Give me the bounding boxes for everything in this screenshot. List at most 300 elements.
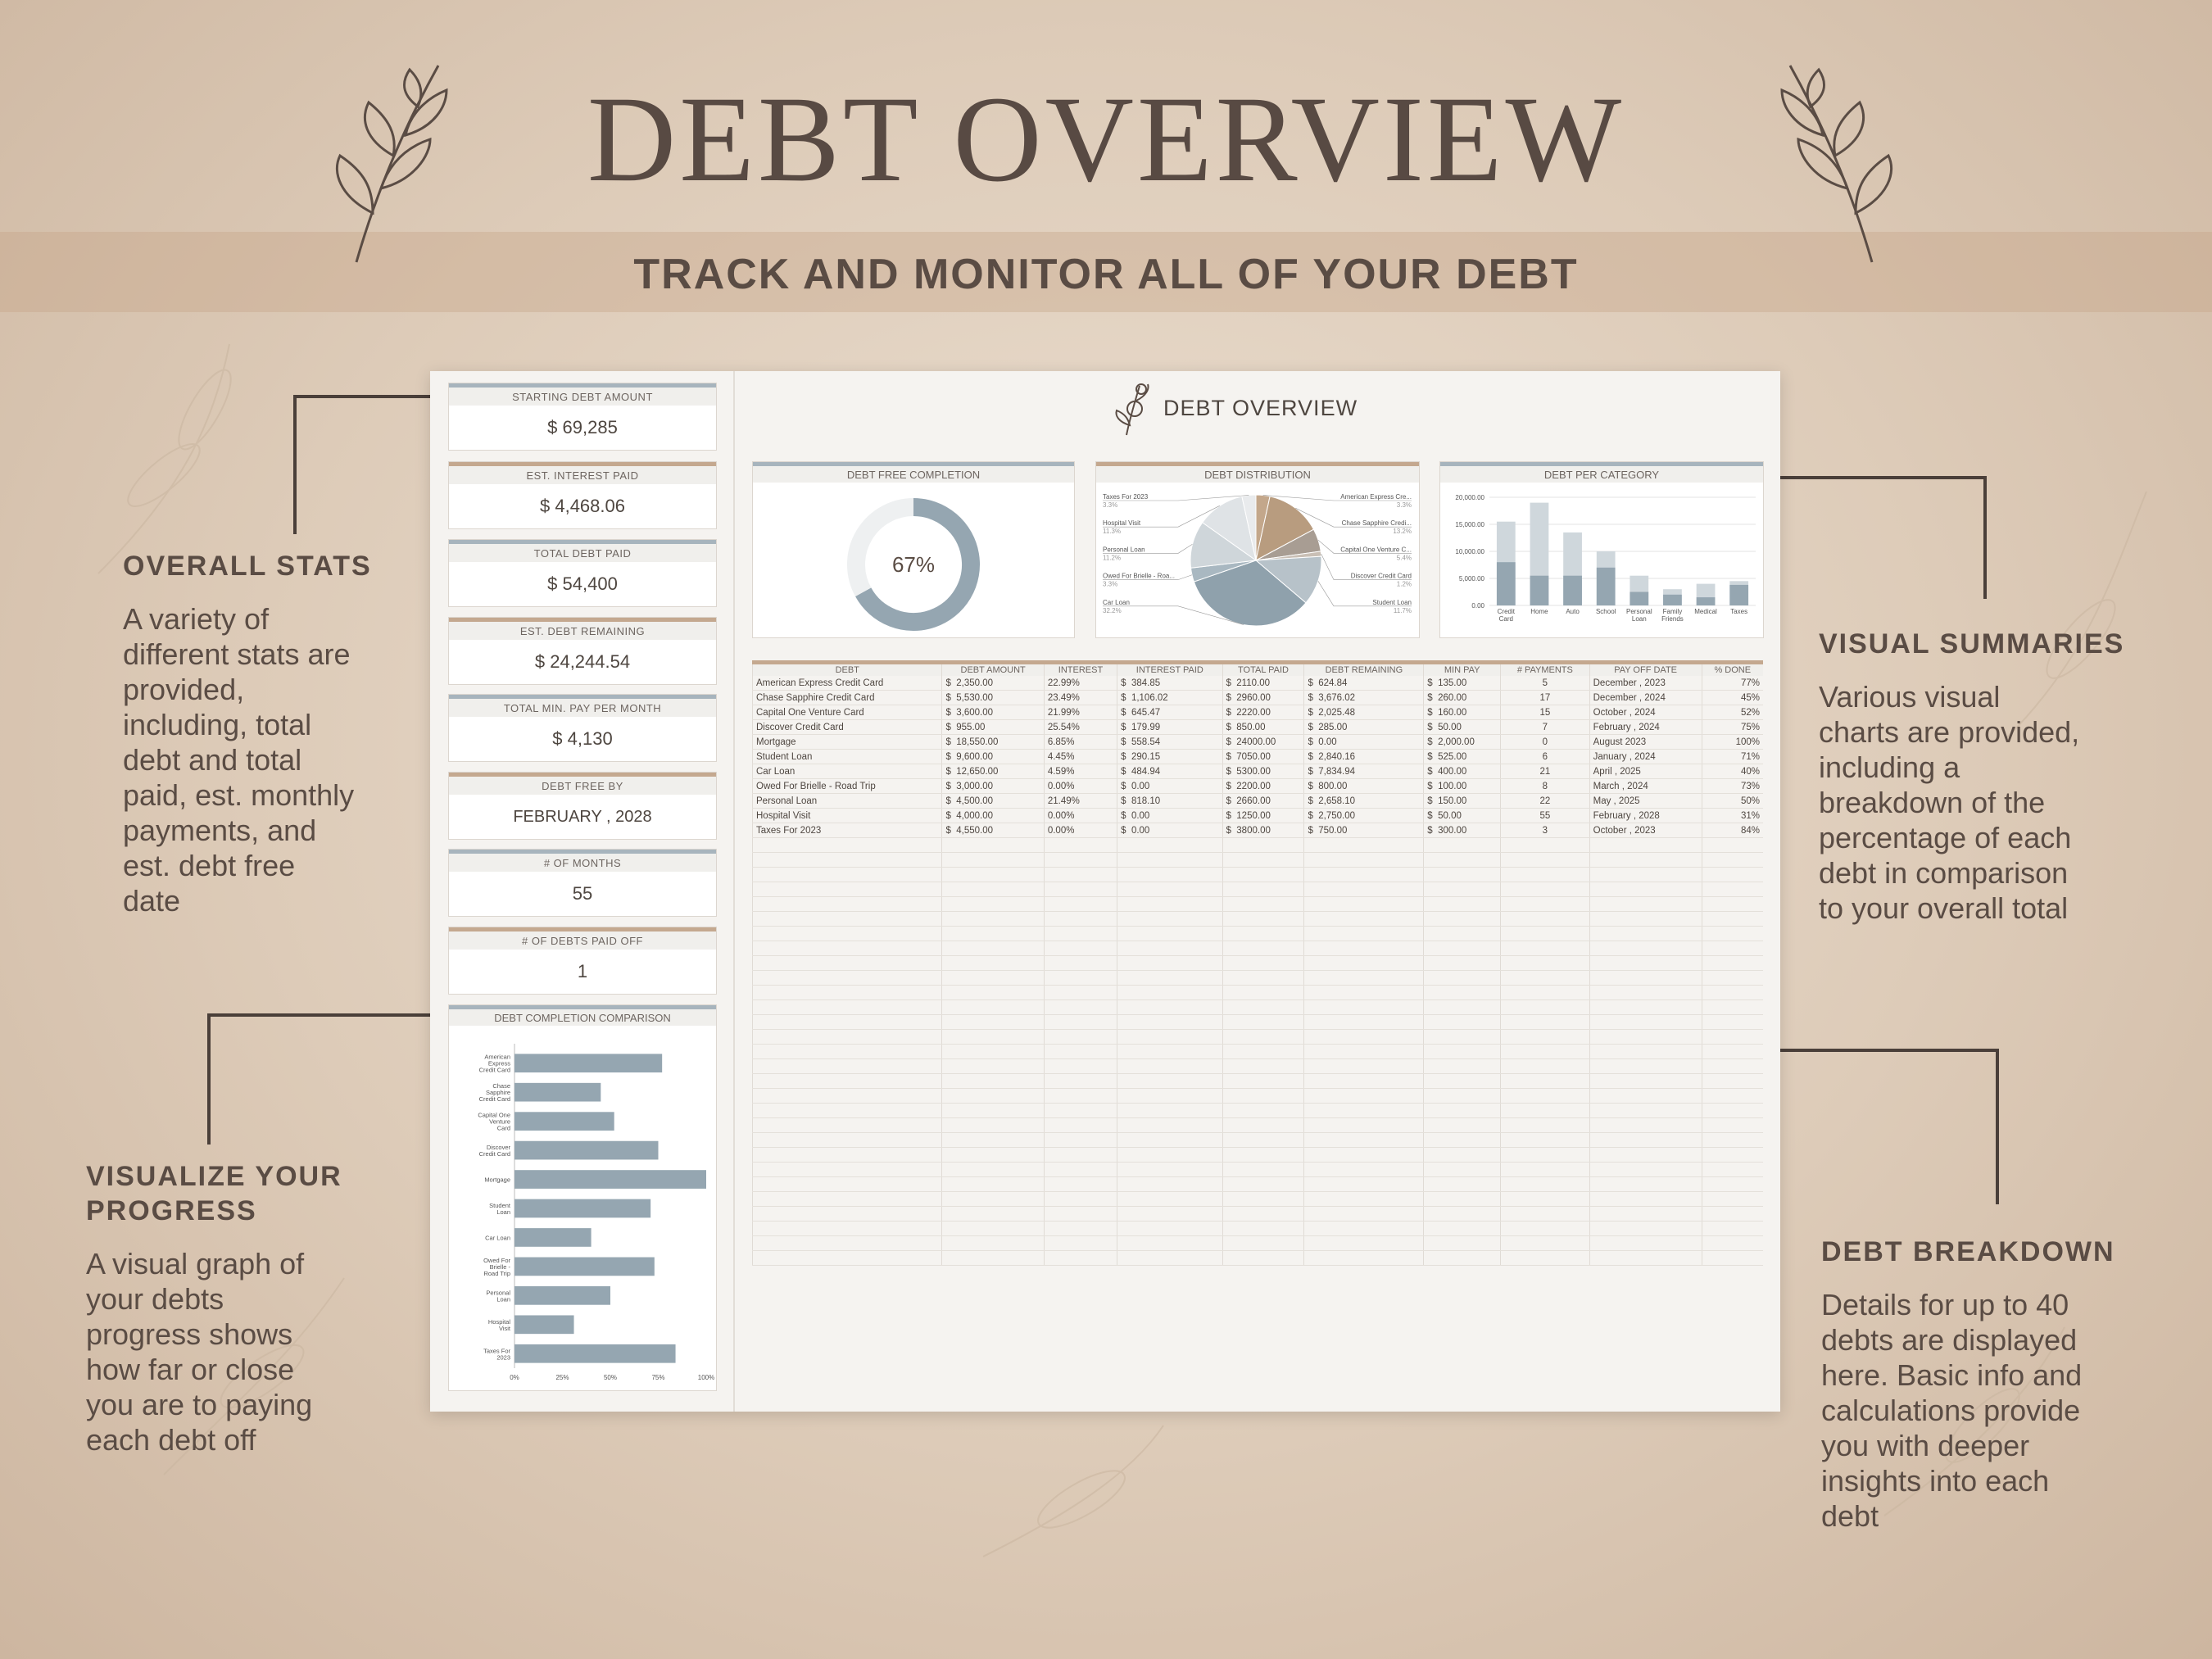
table-cell[interactable] — [1044, 1030, 1117, 1045]
table-cell[interactable] — [1501, 1192, 1590, 1207]
table-cell[interactable] — [1702, 1236, 1763, 1251]
table-cell[interactable]: 77% — [1702, 676, 1763, 691]
table-cell[interactable] — [753, 986, 942, 1000]
table-cell[interactable]: $ 260.00 — [1424, 691, 1501, 705]
table-cell[interactable]: $ 4,500.00 — [942, 794, 1044, 809]
table-cell[interactable] — [1304, 1192, 1424, 1207]
empty-table-row[interactable] — [753, 1192, 1764, 1207]
table-row[interactable] — [753, 676, 1764, 691]
table-cell[interactable] — [1702, 1177, 1763, 1192]
table-cell[interactable] — [1222, 927, 1304, 941]
table-cell[interactable] — [1117, 1251, 1222, 1266]
table-cell[interactable] — [1222, 1133, 1304, 1148]
table-cell[interactable] — [1304, 1015, 1424, 1030]
table-row[interactable] — [753, 735, 1764, 750]
table-cell[interactable] — [1117, 897, 1222, 912]
table-cell[interactable] — [1589, 941, 1702, 956]
table-cell[interactable]: Personal Loan — [753, 794, 942, 809]
table-cell[interactable]: $ 850.00 — [1222, 720, 1304, 735]
table-cell[interactable] — [1702, 1104, 1763, 1118]
table-cell[interactable] — [1702, 1089, 1763, 1104]
table-cell[interactable] — [1304, 1133, 1424, 1148]
table-cell[interactable] — [1117, 1045, 1222, 1059]
column-header[interactable]: PAY OFF DATE — [1589, 663, 1702, 677]
column-header[interactable]: MIN PAY — [1424, 663, 1501, 677]
table-cell[interactable] — [942, 1015, 1044, 1030]
table-cell[interactable]: $ 5,530.00 — [942, 691, 1044, 705]
table-cell[interactable]: $ 160.00 — [1424, 705, 1501, 720]
table-cell[interactable] — [1044, 927, 1117, 941]
table-cell[interactable] — [942, 986, 1044, 1000]
table-cell[interactable] — [1424, 1133, 1501, 1148]
table-cell[interactable]: May , 2025 — [1589, 794, 1702, 809]
table-cell[interactable]: $ 3,600.00 — [942, 705, 1044, 720]
empty-table-row[interactable] — [753, 1177, 1764, 1192]
table-cell[interactable]: $ 24000.00 — [1222, 735, 1304, 750]
table-cell[interactable] — [753, 971, 942, 986]
table-cell[interactable] — [1304, 912, 1424, 927]
table-cell[interactable]: 21 — [1501, 764, 1590, 779]
table-cell[interactable]: $ 50.00 — [1424, 809, 1501, 823]
table-cell[interactable] — [1304, 927, 1424, 941]
table-cell[interactable] — [1117, 1148, 1222, 1163]
table-cell[interactable]: $ 2,658.10 — [1304, 794, 1424, 809]
table-cell[interactable] — [1501, 1133, 1590, 1148]
table-cell[interactable] — [942, 1192, 1044, 1207]
table-cell[interactable] — [1424, 1030, 1501, 1045]
table-cell[interactable]: 7 — [1501, 720, 1590, 735]
table-cell[interactable] — [942, 882, 1044, 897]
table-cell[interactable] — [1424, 927, 1501, 941]
table-cell[interactable]: $ 0.00 — [1117, 779, 1222, 794]
table-cell[interactable] — [1702, 1015, 1763, 1030]
table-cell[interactable] — [1424, 1177, 1501, 1192]
table-cell[interactable] — [1501, 956, 1590, 971]
table-cell[interactable] — [1304, 1222, 1424, 1236]
table-cell[interactable] — [942, 941, 1044, 956]
table-cell[interactable] — [1044, 882, 1117, 897]
column-header[interactable]: DEBT — [753, 663, 942, 677]
table-cell[interactable]: $ 3800.00 — [1222, 823, 1304, 838]
table-cell[interactable] — [1044, 956, 1117, 971]
table-cell[interactable] — [1044, 1015, 1117, 1030]
empty-table-row[interactable] — [753, 868, 1764, 882]
table-cell[interactable]: Owed For Brielle - Road Trip — [753, 779, 942, 794]
table-cell[interactable] — [942, 956, 1044, 971]
table-cell[interactable] — [1117, 1074, 1222, 1089]
table-cell[interactable] — [1117, 1192, 1222, 1207]
table-cell[interactable] — [753, 941, 942, 956]
table-cell[interactable]: $ 2,000.00 — [1424, 735, 1501, 750]
table-cell[interactable] — [1304, 956, 1424, 971]
table-cell[interactable] — [1222, 1148, 1304, 1163]
table-cell[interactable] — [1424, 941, 1501, 956]
table-cell[interactable] — [1501, 1000, 1590, 1015]
table-cell[interactable]: $ 384.85 — [1117, 676, 1222, 691]
table-cell[interactable]: 3 — [1501, 823, 1590, 838]
table-cell[interactable] — [1044, 1163, 1117, 1177]
table-row[interactable] — [753, 691, 1764, 705]
table-cell[interactable]: $ 2960.00 — [1222, 691, 1304, 705]
table-cell[interactable]: 0.00% — [1044, 779, 1117, 794]
column-header[interactable]: # PAYMENTS — [1501, 663, 1590, 677]
table-cell[interactable] — [1501, 1177, 1590, 1192]
table-cell[interactable] — [1117, 1163, 1222, 1177]
table-cell[interactable]: Taxes For 2023 — [753, 823, 942, 838]
empty-table-row[interactable] — [753, 941, 1764, 956]
empty-table-row[interactable] — [753, 1133, 1764, 1148]
table-cell[interactable] — [753, 838, 942, 853]
table-cell[interactable] — [1589, 1222, 1702, 1236]
table-cell[interactable]: Capital One Venture Card — [753, 705, 942, 720]
table-cell[interactable] — [1117, 882, 1222, 897]
table-cell[interactable] — [753, 1177, 942, 1192]
empty-table-row[interactable] — [753, 1207, 1764, 1222]
table-cell[interactable]: $ 525.00 — [1424, 750, 1501, 764]
table-cell[interactable]: $ 645.47 — [1117, 705, 1222, 720]
table-cell[interactable] — [1424, 882, 1501, 897]
stat-value[interactable]: 55 — [572, 883, 593, 904]
table-cell[interactable] — [1117, 1207, 1222, 1222]
table-cell[interactable] — [1589, 1104, 1702, 1118]
table-cell[interactable]: $ 100.00 — [1424, 779, 1501, 794]
table-cell[interactable] — [1304, 1177, 1424, 1192]
table-cell[interactable]: $ 7050.00 — [1222, 750, 1304, 764]
table-cell[interactable] — [1589, 1192, 1702, 1207]
table-cell[interactable]: 21.99% — [1044, 705, 1117, 720]
table-cell[interactable] — [942, 1118, 1044, 1133]
table-cell[interactable] — [1117, 868, 1222, 882]
table-cell[interactable] — [1044, 1207, 1117, 1222]
table-cell[interactable] — [1702, 1059, 1763, 1074]
table-cell[interactable]: 0.00% — [1044, 823, 1117, 838]
table-cell[interactable] — [1589, 1045, 1702, 1059]
table-cell[interactable]: January , 2024 — [1589, 750, 1702, 764]
table-cell[interactable] — [1304, 1000, 1424, 1015]
table-cell[interactable] — [942, 868, 1044, 882]
table-cell[interactable] — [1117, 853, 1222, 868]
table-cell[interactable]: $ 2220.00 — [1222, 705, 1304, 720]
table-cell[interactable] — [942, 1045, 1044, 1059]
table-cell[interactable] — [1589, 882, 1702, 897]
table-cell[interactable] — [1589, 1163, 1702, 1177]
stat-value[interactable]: $ 4,130 — [552, 728, 613, 749]
table-cell[interactable] — [753, 1074, 942, 1089]
table-cell[interactable] — [753, 1089, 942, 1104]
table-cell[interactable]: December , 2024 — [1589, 691, 1702, 705]
table-cell[interactable]: $ 2,840.16 — [1304, 750, 1424, 764]
stat-value[interactable]: $ 69,285 — [547, 417, 618, 437]
table-cell[interactable] — [1304, 1104, 1424, 1118]
table-cell[interactable] — [1304, 1045, 1424, 1059]
table-cell[interactable] — [753, 956, 942, 971]
empty-table-row[interactable] — [753, 986, 1764, 1000]
table-cell[interactable] — [1702, 1074, 1763, 1089]
table-cell[interactable]: 45% — [1702, 691, 1763, 705]
empty-table-row[interactable] — [753, 1251, 1764, 1266]
table-row[interactable] — [753, 750, 1764, 764]
table-cell[interactable]: $ 4,000.00 — [942, 809, 1044, 823]
table-cell[interactable] — [1501, 853, 1590, 868]
table-cell[interactable] — [1589, 1089, 1702, 1104]
table-cell[interactable] — [1222, 1222, 1304, 1236]
table-cell[interactable] — [942, 1089, 1044, 1104]
table-cell[interactable] — [1424, 897, 1501, 912]
empty-table-row[interactable] — [753, 1104, 1764, 1118]
column-header[interactable]: % DONE — [1702, 663, 1763, 677]
table-cell[interactable]: 50% — [1702, 794, 1763, 809]
table-cell[interactable] — [1424, 853, 1501, 868]
table-cell[interactable] — [753, 912, 942, 927]
table-cell[interactable] — [1117, 971, 1222, 986]
table-cell[interactable]: $ 2,750.00 — [1304, 809, 1424, 823]
table-cell[interactable] — [1304, 1059, 1424, 1074]
table-cell[interactable]: 22 — [1501, 794, 1590, 809]
table-cell[interactable]: 8 — [1501, 779, 1590, 794]
table-cell[interactable] — [753, 882, 942, 897]
table-cell[interactable]: $ 624.84 — [1304, 676, 1424, 691]
table-cell[interactable]: February , 2028 — [1589, 809, 1702, 823]
table-cell[interactable]: Mortgage — [753, 735, 942, 750]
table-cell[interactable] — [1117, 1118, 1222, 1133]
table-cell[interactable] — [1424, 1207, 1501, 1222]
table-cell[interactable] — [1304, 1030, 1424, 1045]
empty-table-row[interactable] — [753, 853, 1764, 868]
table-cell[interactable] — [1589, 868, 1702, 882]
table-cell[interactable] — [1589, 1177, 1702, 1192]
table-cell[interactable] — [1117, 1104, 1222, 1118]
empty-table-row[interactable] — [753, 1074, 1764, 1089]
table-cell[interactable] — [1222, 882, 1304, 897]
table-cell[interactable] — [1702, 853, 1763, 868]
table-cell[interactable] — [1501, 1104, 1590, 1118]
empty-table-row[interactable] — [753, 1148, 1764, 1163]
table-cell[interactable] — [1222, 1000, 1304, 1015]
table-row[interactable] — [753, 779, 1764, 794]
table-cell[interactable] — [753, 927, 942, 941]
table-cell[interactable]: 21.49% — [1044, 794, 1117, 809]
table-cell[interactable] — [1501, 1074, 1590, 1089]
table-cell[interactable] — [1117, 1222, 1222, 1236]
table-cell[interactable] — [1044, 1104, 1117, 1118]
table-cell[interactable] — [1424, 1118, 1501, 1133]
table-cell[interactable] — [1501, 1148, 1590, 1163]
table-cell[interactable] — [1589, 971, 1702, 986]
empty-table-row[interactable] — [753, 838, 1764, 853]
table-cell[interactable] — [1702, 838, 1763, 853]
table-cell[interactable] — [1702, 1133, 1763, 1148]
table-cell[interactable] — [1304, 1163, 1424, 1177]
table-cell[interactable] — [1222, 897, 1304, 912]
table-cell[interactable]: 0.00% — [1044, 809, 1117, 823]
table-cell[interactable] — [1501, 1207, 1590, 1222]
table-cell[interactable] — [1222, 1015, 1304, 1030]
stat-value[interactable]: $ 24,244.54 — [534, 651, 631, 672]
table-cell[interactable] — [1222, 868, 1304, 882]
table-cell[interactable] — [1501, 912, 1590, 927]
table-cell[interactable] — [1304, 882, 1424, 897]
table-cell[interactable] — [1424, 1015, 1501, 1030]
table-cell[interactable] — [1222, 1236, 1304, 1251]
table-cell[interactable] — [1044, 1236, 1117, 1251]
empty-table-row[interactable] — [753, 1118, 1764, 1133]
table-cell[interactable]: Hospital Visit — [753, 809, 942, 823]
table-cell[interactable]: Chase Sapphire Credit Card — [753, 691, 942, 705]
table-cell[interactable]: $ 0.00 — [1304, 735, 1424, 750]
table-cell[interactable] — [753, 1163, 942, 1177]
table-cell[interactable] — [753, 1059, 942, 1074]
table-cell[interactable] — [753, 897, 942, 912]
table-cell[interactable]: March , 2024 — [1589, 779, 1702, 794]
table-cell[interactable]: $ 9,600.00 — [942, 750, 1044, 764]
table-cell[interactable] — [1424, 1251, 1501, 1266]
empty-table-row[interactable] — [753, 1222, 1764, 1236]
empty-table-row[interactable] — [753, 882, 1764, 897]
table-cell[interactable] — [1501, 868, 1590, 882]
table-cell[interactable] — [1222, 1030, 1304, 1045]
table-cell[interactable] — [1222, 1074, 1304, 1089]
table-row[interactable] — [753, 705, 1764, 720]
table-row[interactable] — [753, 823, 1764, 838]
table-cell[interactable] — [1501, 1118, 1590, 1133]
table-cell[interactable] — [1702, 1163, 1763, 1177]
empty-table-row[interactable] — [753, 1163, 1764, 1177]
table-cell[interactable] — [1702, 941, 1763, 956]
table-cell[interactable] — [1589, 1133, 1702, 1148]
table-cell[interactable] — [1501, 1222, 1590, 1236]
table-cell[interactable] — [1589, 1118, 1702, 1133]
table-cell[interactable] — [753, 1148, 942, 1163]
table-cell[interactable] — [1222, 1163, 1304, 1177]
table-cell[interactable] — [753, 1236, 942, 1251]
table-cell[interactable]: 22.99% — [1044, 676, 1117, 691]
table-cell[interactable] — [753, 1118, 942, 1133]
table-cell[interactable] — [1304, 853, 1424, 868]
table-cell[interactable] — [1304, 1207, 1424, 1222]
table-cell[interactable] — [942, 927, 1044, 941]
table-cell[interactable] — [1117, 1236, 1222, 1251]
table-cell[interactable] — [1222, 1089, 1304, 1104]
table-cell[interactable] — [1117, 941, 1222, 956]
table-cell[interactable] — [1702, 1222, 1763, 1236]
empty-table-row[interactable] — [753, 912, 1764, 927]
table-cell[interactable]: $ 2110.00 — [1222, 676, 1304, 691]
table-cell[interactable] — [1044, 1118, 1117, 1133]
table-cell[interactable] — [1044, 1059, 1117, 1074]
table-cell[interactable] — [942, 1104, 1044, 1118]
table-cell[interactable] — [1222, 986, 1304, 1000]
table-cell[interactable]: December , 2023 — [1589, 676, 1702, 691]
table-cell[interactable] — [1589, 1015, 1702, 1030]
table-cell[interactable] — [1222, 1251, 1304, 1266]
table-cell[interactable] — [1424, 838, 1501, 853]
table-cell[interactable]: October , 2024 — [1589, 705, 1702, 720]
table-cell[interactable]: $ 50.00 — [1424, 720, 1501, 735]
table-cell[interactable] — [1117, 1059, 1222, 1074]
table-cell[interactable] — [1117, 838, 1222, 853]
table-cell[interactable]: $ 800.00 — [1304, 779, 1424, 794]
table-cell[interactable] — [1117, 986, 1222, 1000]
table-cell[interactable] — [1501, 897, 1590, 912]
table-cell[interactable] — [1304, 971, 1424, 986]
table-cell[interactable] — [1424, 1059, 1501, 1074]
table-cell[interactable]: American Express Credit Card — [753, 676, 942, 691]
table-cell[interactable] — [753, 1104, 942, 1118]
table-cell[interactable]: $ 2,025.48 — [1304, 705, 1424, 720]
table-cell[interactable] — [1222, 838, 1304, 853]
table-cell[interactable]: $ 750.00 — [1304, 823, 1424, 838]
table-cell[interactable] — [942, 1163, 1044, 1177]
table-cell[interactable] — [1044, 897, 1117, 912]
table-cell[interactable] — [1589, 1207, 1702, 1222]
table-cell[interactable]: $ 400.00 — [1424, 764, 1501, 779]
table-cell[interactable]: $ 285.00 — [1304, 720, 1424, 735]
table-cell[interactable] — [1589, 1148, 1702, 1163]
table-cell[interactable] — [1501, 941, 1590, 956]
table-cell[interactable] — [1424, 912, 1501, 927]
table-cell[interactable]: $ 12,650.00 — [942, 764, 1044, 779]
table-cell[interactable] — [1222, 853, 1304, 868]
table-cell[interactable] — [1702, 1118, 1763, 1133]
empty-table-row[interactable] — [753, 971, 1764, 986]
table-cell[interactable]: $ 2660.00 — [1222, 794, 1304, 809]
table-cell[interactable] — [753, 1015, 942, 1030]
table-cell[interactable] — [942, 1236, 1044, 1251]
table-cell[interactable] — [942, 1030, 1044, 1045]
table-cell[interactable] — [1501, 1163, 1590, 1177]
table-cell[interactable] — [1702, 868, 1763, 882]
table-cell[interactable] — [1702, 882, 1763, 897]
empty-table-row[interactable] — [753, 927, 1764, 941]
table-cell[interactable] — [1117, 1177, 1222, 1192]
table-cell[interactable] — [1424, 1192, 1501, 1207]
table-cell[interactable] — [1501, 882, 1590, 897]
table-cell[interactable] — [1044, 1251, 1117, 1266]
table-cell[interactable]: 75% — [1702, 720, 1763, 735]
table-cell[interactable] — [1501, 986, 1590, 1000]
table-cell[interactable] — [1304, 1251, 1424, 1266]
table-cell[interactable] — [1424, 1148, 1501, 1163]
table-cell[interactable] — [1044, 1177, 1117, 1192]
table-cell[interactable] — [1044, 986, 1117, 1000]
table-cell[interactable] — [753, 853, 942, 868]
table-cell[interactable]: $ 290.15 — [1117, 750, 1222, 764]
table-cell[interactable] — [1222, 941, 1304, 956]
table-cell[interactable]: $ 2,350.00 — [942, 676, 1044, 691]
table-cell[interactable] — [1117, 1030, 1222, 1045]
table-cell[interactable] — [942, 897, 1044, 912]
table-cell[interactable]: Discover Credit Card — [753, 720, 942, 735]
table-cell[interactable] — [753, 1045, 942, 1059]
table-cell[interactable] — [1304, 1236, 1424, 1251]
table-cell[interactable] — [942, 1059, 1044, 1074]
table-cell[interactable]: 31% — [1702, 809, 1763, 823]
table-cell[interactable]: $ 150.00 — [1424, 794, 1501, 809]
table-cell[interactable]: 6 — [1501, 750, 1590, 764]
table-cell[interactable] — [1424, 1163, 1501, 1177]
table-cell[interactable] — [1702, 912, 1763, 927]
table-cell[interactable] — [1424, 868, 1501, 882]
table-cell[interactable] — [1117, 1133, 1222, 1148]
table-cell[interactable] — [1304, 1148, 1424, 1163]
table-cell[interactable] — [1304, 941, 1424, 956]
table-cell[interactable]: 4.59% — [1044, 764, 1117, 779]
table-cell[interactable] — [1702, 971, 1763, 986]
table-cell[interactable] — [1501, 1059, 1590, 1074]
column-header[interactable]: DEBT REMAINING — [1304, 663, 1424, 677]
table-cell[interactable] — [1044, 1074, 1117, 1089]
column-header[interactable]: INTEREST PAID — [1117, 663, 1222, 677]
